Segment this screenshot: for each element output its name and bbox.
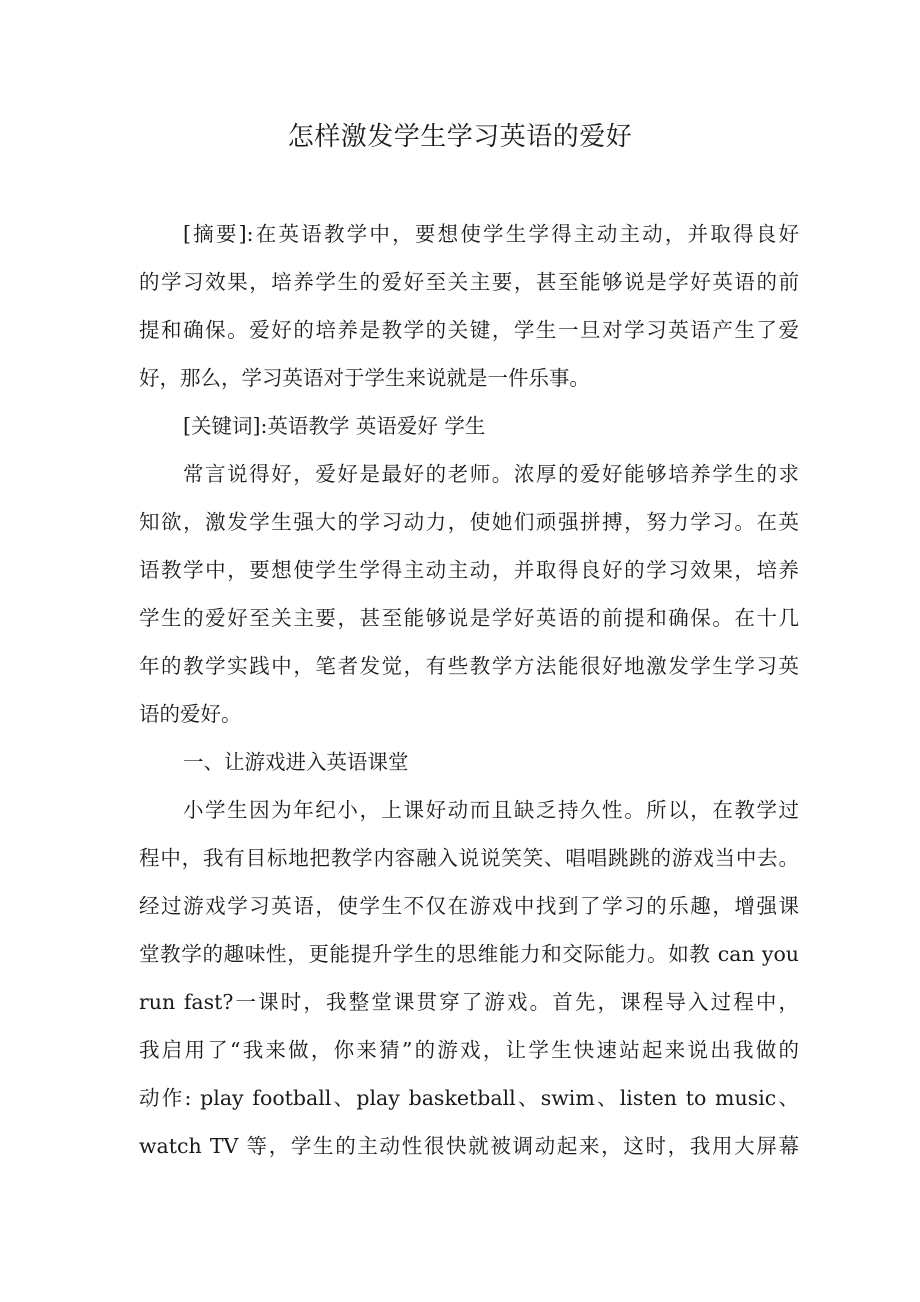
section-line-1: 小学生因为年纪小，上课好动而且缺乏持久性。所以，在教学过	[183, 798, 799, 822]
abstract-line-2: 的学习效果，培养学生的爱好至关主要，甚至能够说是学好英语的前	[139, 270, 799, 294]
section-line-2: 程中，我有目标地把教学内容融入说说笑笑、唱唱跳跳的游戏当中去。	[139, 846, 799, 870]
section-line-4: 堂教学的趣味性，更能提升学生的思维能力和交际能力。如教 can you	[139, 942, 799, 966]
section-line-5: run fast?一课时，我整堂课贯穿了游戏。首先，课程导入过程中，	[139, 990, 799, 1014]
abstract-line-4: 好，那么，学习英语对于学生来说就是一件乐事。	[139, 366, 590, 390]
section-line-3: 经过游戏学习英语，使学生不仅在游戏中找到了学习的乐趣，增强课	[139, 894, 799, 918]
intro-line-3: 语教学中，要想使学生学得主动主动，并取得良好的学习效果，培养	[139, 558, 799, 582]
intro-line-2: 知欲，激发学生强大的学习动力，使她们顽强拼搏，努力学习。在英	[139, 510, 799, 534]
intro-line-4: 学生的爱好至关主要，甚至能够说是学好英语的前提和确保。在十几	[139, 606, 799, 630]
section-heading: 一、让游戏进入英语课堂	[183, 750, 409, 774]
keywords-line: [关键词]:英语教学 英语爱好 学生	[183, 414, 486, 438]
abstract-line-1: [摘要]:在英语教学中，要想使学生学得主动主动，并取得良好	[183, 222, 799, 246]
intro-line-1: 常言说得好，爱好是最好的老师。浓厚的爱好能够培养学生的求	[183, 462, 799, 486]
section-line-7: 动作: play football、play basketball、swim、listen to music、	[139, 1086, 799, 1110]
section-line-6: 我启用了“我来做，你来猜”的游戏，让学生快速站起来说出我做的	[139, 1038, 799, 1062]
page-title: 怎样激发学生学习英语的爱好	[287, 122, 633, 152]
abstract-line-3: 提和确保。爱好的培养是教学的关键，学生一旦对学习英语产生了爱	[139, 318, 799, 342]
intro-line-5: 年的教学实践中，笔者发觉，有些教学方法能很好地激发学生学习英	[139, 654, 799, 678]
intro-line-6: 语的爱好。	[139, 702, 242, 726]
section-line-8: watch TV 等，学生的主动性很快就被调动起来，这时，我用大屏幕	[139, 1134, 799, 1158]
